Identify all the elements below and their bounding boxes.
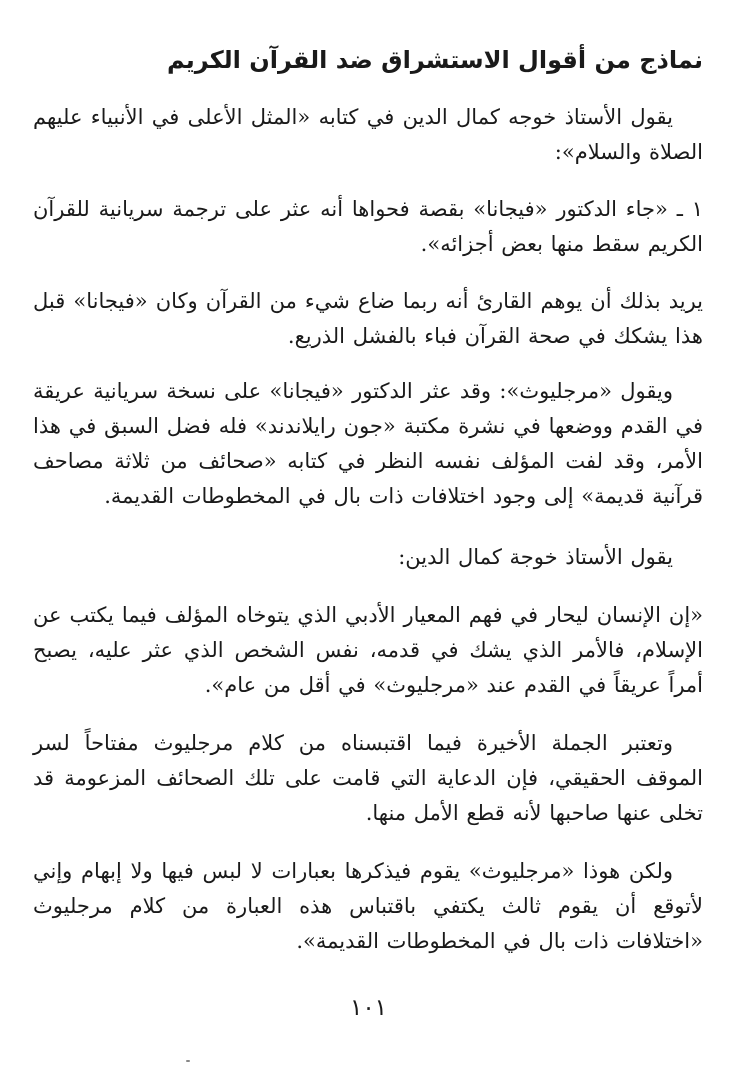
paragraph-intro: يقول الأستاذ خوجه كمال الدين في كتابه «المثل الأعلى في الأنبياء عليهم الصلاة والسلام»: — [33, 105, 703, 164]
paragraph-khawaja-quote: «إن الإنسان ليحار في فهم المعيار الأدبي الذي يتوخاه المؤلف فيما يكتب عن الإسلام، فالأمر الذي يشك في قدمه، نفس الشخص الذي عثر عليه، يصبح أمراً عريقاً في القدم عند «مرجليوث» في أقل من عام». — [33, 603, 703, 697]
scan-speck — [186, 1060, 190, 1062]
paragraph-last-sentence: وتعتبر الجملة الأخيرة فيما اقتبسناه من كلام مرجليوث مفتاحاً لسر الموقف الحقيقي، فإن الدعاية التي قامت على تلك الصحائف المزعومة قد تخلى عنها صاحبها لأنه قطع الأمل منها. — [33, 731, 703, 825]
paragraph-commentary: يريد بذلك أن يوهم القارئ أنه ربما ضاع شيء من القرآن وكان «فيجانا» قبل هذا يشكك في صحة القرآن فباء بالفشل الذريع. — [33, 289, 703, 348]
paragraph-quote-1: ١ ـ «جاء الدكتور «فيجانا» بقصة فحواها أنه عثر على ترجمة سريانية للقرآن الكريم سقط منها بعض أجزائه». — [33, 197, 703, 256]
paragraph-khawaja-intro: يقول الأستاذ خوجة كمال الدين: — [398, 545, 673, 569]
page-header-title: نماذج من أقوال الاستشراق ضد القرآن الكريم — [166, 46, 703, 74]
paragraph-conclusion: ولكن هوذا «مرجليوث» يقوم فيذكرها بعبارات لا لبس فيها ولا إبهام وإني لأتوقع أن يقوم ثالث يكتفي باقتباس هذه العبارة من كلام مرجليوث «اختلافات ذات بال في المخطوطات القديمة». — [33, 859, 703, 953]
page-number: ١٠١ — [349, 995, 388, 1021]
paragraph-margoliouth: ويقول «مرجليوث»: وقد عثر الدكتور «فيجانا» على نسخة سريانية عريقة في القدم ووضعها في نشرة مكتبة «جون رايلاندند» فله فضل السبق في هذا الأمر، وقد لفت المؤلف نفسه النظر في كتابه «صحائف من ثلاثة مصاحف قرآنية قديمة» إلى وجود اختلافات ذات بال في المخطوطات القديمة. — [33, 379, 703, 508]
